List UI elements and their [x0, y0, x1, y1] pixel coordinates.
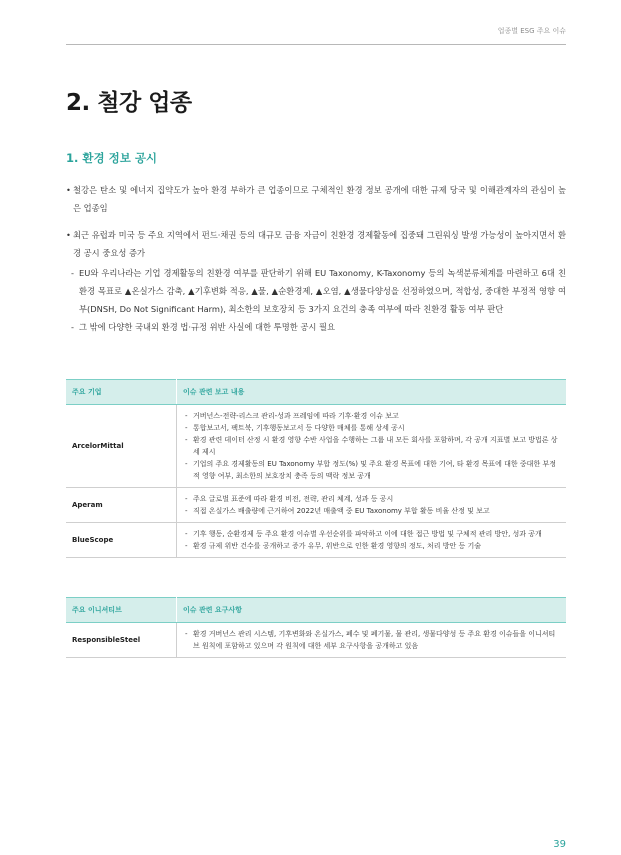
table-header-row	[66, 598, 566, 623]
report-item: - 거버넌스-전략-리스크 관리-성과 프레임에 따라 기후·환경 이슈 보고	[185, 410, 558, 422]
table-row	[66, 488, 566, 523]
report-item: - 주요 글로벌 표준에 따라 환경 비전, 전략, 관리 체계, 성과 등 공시	[185, 493, 558, 505]
report-content	[177, 488, 567, 523]
report-item: - 환경 규제 위반 건수를 공개하고 증가 유무, 위반으로 인한 환경 영향의 정도, 처리 방안 등 기술	[185, 540, 558, 552]
bullet-item: • 철강은 탄소 및 에너지 집약도가 높아 환경 부하가 큰 업종이므로 구체적인 환경 정보 공개에 대한 규제 당국 및 이해관계자의 관심이 높은 업종임	[66, 181, 566, 217]
report-content	[177, 405, 567, 488]
report-content	[177, 523, 567, 558]
table-row	[66, 405, 566, 488]
page-title: 2. 철강 업종	[66, 90, 192, 116]
company-name: Aperam	[66, 488, 177, 523]
requirement-item: - 환경 거버넌스 관리 시스템, 기후변화와 온실가스, 폐수 및 폐기물, 물 관리, 생물다양성 등 주요 환경 이슈들을 이니셔티브 원칙에 포함하고 있으며 각 원칙에 대한 세부 요구사항을 공개하고 있음	[185, 628, 558, 652]
table-header-row	[66, 380, 566, 405]
report-item: - 기업의 주요 경제활동의 EU Taxonomy 부합 정도(%) 및 주요 환경 목표에 대한 기여, 타 환경 목표에 대한 중대한 부정적 영향 여부, 최소한의 보호장치 충족 등의 맥락 정보 공개	[185, 458, 558, 482]
initiative-name: ResponsibleSteel	[66, 623, 177, 658]
bullet-item: • 최근 유럽과 미국 등 주요 지역에서 펀드·채권 등의 대규모 금융 자금이 친환경 경제활동에 집중돼 그린워싱 발생 가능성이 높아지면서 환경 공시 중요성 증가	[66, 226, 566, 262]
initiative-table	[66, 597, 566, 658]
report-item: - 직접 온실가스 배출량에 근거하여 2022년 매출액 중 EU Taxonomy 부합 활동 비율 산정 및 보고	[185, 505, 558, 517]
section-title: 1. 환경 정보 공시	[66, 151, 158, 165]
bullet-list-2	[66, 226, 566, 262]
bullet-list-1	[66, 181, 566, 217]
running-header: 업종별 ESG 주요 이슈	[497, 27, 566, 35]
table-header-content: 이슈 관련 보고 내용	[177, 380, 567, 405]
header-divider	[66, 44, 566, 45]
company-name: ArcelorMittal	[66, 405, 177, 488]
sub-item-list	[66, 264, 566, 336]
report-item: - 기후 행동, 순환경제 등 주요 환경 이슈별 우선순위를 파악하고 이에 대한 접근 방법 및 구체적 관리 방안, 성과 공개	[185, 528, 558, 540]
table-header-initiative: 주요 이니셔티브	[66, 598, 177, 623]
requirements-content	[177, 623, 567, 658]
report-item: - 통합보고서, 팩트북, 기후행동보고서 등 다양한 매체를 통해 상세 공시	[185, 422, 558, 434]
company-report-table	[66, 379, 566, 558]
sub-item: - 그 밖에 다양한 국내외 환경 법·규정 위반 사실에 대한 투명한 공시 필요	[66, 318, 566, 336]
table-header-company: 주요 기업	[66, 380, 177, 405]
company-name: BlueScope	[66, 523, 177, 558]
table-header-requirements: 이슈 관련 요구사항	[177, 598, 567, 623]
table-row	[66, 623, 566, 658]
table-row	[66, 523, 566, 558]
report-item: - 환경 관련 데이터 산정 시 환경 영향 수반 사업을 수행하는 그룹 내 모든 회사를 포함하며, 각 공개 지표별 보고 방법론 상세 제시	[185, 434, 558, 458]
sub-item: - EU와 우리나라는 기업 경제활동의 친환경 여부를 판단하기 위해 EU Taxonomy, K-Taxonomy 등의 녹색분류체계를 마련하고 6대 친환경 목표로 ▲온실가스 감축, ▲기후변화 적응, ▲물, ▲순환경제, ▲오염, ▲생물다양성을 선정하였으며, 적합성, 중대한 부정적 영향 여부(DNSH, Do Not Significant Harm), 최소한의 보호장치 등 3가지 요건의 충족 여부에 따라 친환경 활동 여부 판단	[66, 264, 566, 318]
page-number: 39	[553, 839, 566, 850]
